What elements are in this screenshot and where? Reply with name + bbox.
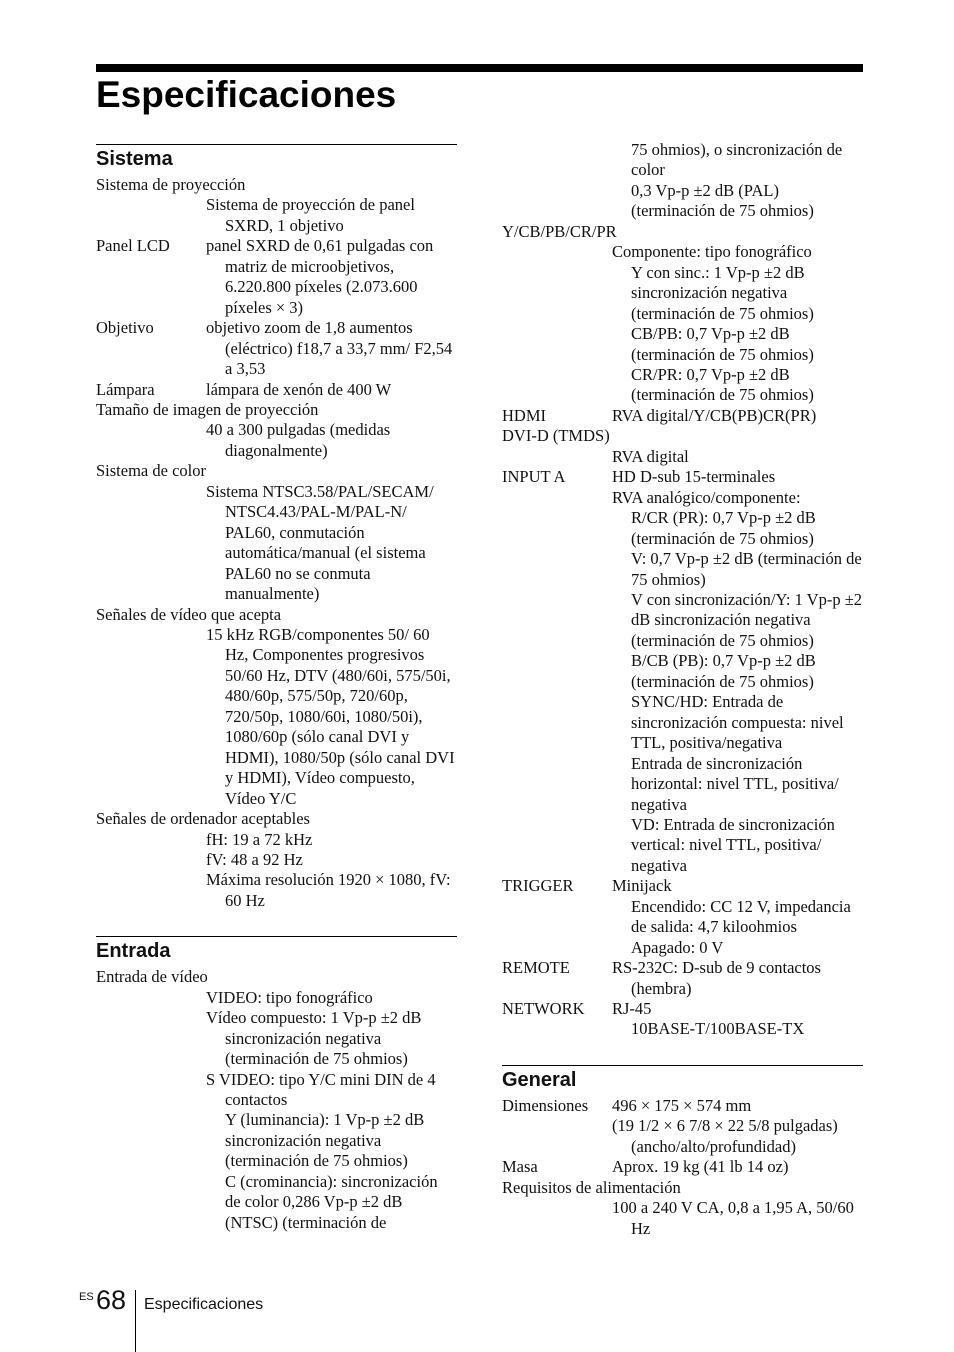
spec-value: CR/PR: 0,7 Vp-p ±2 dB (terminación de 75 ohmios) (631, 364, 814, 405)
spec-value: Máxima resolución 1920 × 1080, fV: 60 Hz (206, 870, 451, 910)
spec-line: Sistema de proyección (96, 175, 246, 194)
spec-value: V: 0,7 Vp-p ±2 dB (terminación de 75 ohmios) (631, 549, 862, 589)
spec-label: Panel LCD (96, 236, 170, 256)
spec-value: Componente: tipo fonográfico (612, 242, 812, 262)
spec-value: Encendido: CC 12 V, impedancia de salida: 4,7 kiloohmios (631, 896, 851, 937)
page-title: Especificaciones (96, 74, 397, 115)
entrada-heading: Entrada (96, 936, 457, 963)
spec-value: Sistema NTSC3.58/PAL/SECAM/ NTSC4.43/PAL-M/PAL-N/ PAL60, conmutación automática/manual (el sistema PAL60 no se conmuta manualmente) (206, 481, 434, 604)
spec-line: Señales de vídeo que acepta (96, 604, 282, 624)
spec-row-remote (502, 958, 863, 999)
spec-value: Y con sinc.: 1 Vp-p ±2 dB sincronización negativa (terminación de 75 ohmios) (631, 262, 814, 323)
spec-label: Dimensiones (502, 1095, 589, 1115)
spec-value: Entrada de sincronización horizontal: nivel TTL, positiva/ negativa (631, 753, 839, 814)
spec-value: (19 1/2 × 6 7/8 × 22 5/8 pulgadas) (ancho/alto/profundidad) (612, 1116, 838, 1156)
spec-value: Vídeo compuesto: 1 Vp-p ±2 dB sincronización negativa (terminación de 75 ohmios) (206, 1008, 422, 1069)
spec-value: lámpara de xenón de 400 W (206, 379, 392, 399)
spec-label: TRIGGER (502, 876, 574, 896)
spec-row-panel-lcd (96, 236, 457, 318)
spec-value: 10BASE-T/100BASE-TX (631, 1019, 805, 1039)
spec-value: R/CR (PR): 0,7 Vp-p ±2 dB (terminación de 75 ohmios) (631, 508, 816, 548)
right-column (502, 140, 863, 1239)
spec-value: SYNC/HD: Entrada de sincronización compuesta: nivel TTL, positiva/negativa (631, 692, 844, 753)
language-code: ES (79, 1291, 94, 1303)
spec-value: V con sincronización/Y: 1 Vp-p ±2 dB sincronización negativa (terminación de 75 ohmios) (631, 589, 863, 650)
spec-value: objetivo zoom de 1,8 aumentos (eléctrico) f18,7 a 33,7 mm/ F2,54 a 3,53 (206, 318, 453, 379)
spec-value: VD: Entrada de sincronización vertical: nivel TTL, positiva/ negativa (631, 814, 835, 875)
spec-line: Sistema de color (96, 461, 206, 481)
spec-value: 496 × 175 × 574 mm (612, 1095, 752, 1115)
spec-label: Objetivo (96, 318, 154, 338)
spec-value: fV: 48 a 92 Hz (206, 849, 303, 869)
spec-value: 100 a 240 V CA, 0,8 a 1,95 A, 50/60 Hz (612, 1198, 854, 1238)
spec-row-masa (502, 1157, 863, 1177)
spec-value: 40 a 300 pulgadas (medidas diagonalmente) (206, 420, 391, 460)
spec-value: fH: 19 a 72 kHz (206, 829, 313, 849)
spec-value: Y (luminancia): 1 Vp-p ±2 dB sincronización negativa (terminación de 75 ohmios) (225, 1110, 425, 1171)
general-heading: General (502, 1065, 863, 1092)
spec-value: B/CB (PB): 0,7 Vp-p ±2 dB (terminación de 75 ohmios) (631, 651, 816, 691)
spec-value: 75 ohmios), o sincronización de color (631, 140, 843, 180)
spec-value: Sistema de proyección de panel SXRD, 1 objetivo (206, 195, 415, 235)
spec-value: RJ-45 (612, 999, 652, 1019)
spec-label: DVI-D (TMDS) (502, 426, 610, 446)
spec-row-network (502, 999, 863, 1019)
spec-row-hdmi (502, 406, 863, 426)
page-footer (0, 1286, 954, 1352)
spec-value: Minijack (612, 876, 672, 896)
spec-value: RS-232C: D-sub de 9 contactos (hembra) (612, 958, 821, 998)
spec-label: NETWORK (502, 999, 585, 1019)
spec-value: RVA digital/Y/CB(PB)CR(PR) (612, 405, 817, 425)
spec-value: C (crominancia): sincronización de color 0,286 Vp-p ±2 dB (NTSC) (terminación de (225, 1171, 438, 1232)
spec-value: HD D-sub 15-terminales (612, 467, 776, 487)
spec-label: Y/CB/PB/CR/PR (502, 221, 617, 241)
title-rule (96, 64, 863, 72)
spec-line: Tamaño de imagen de proyección (96, 399, 319, 419)
spec-line: Requisitos de alimentación (502, 1177, 681, 1197)
spec-value: 15 kHz RGB/componentes 50/ 60 Hz, Componentes progresivos 50/60 Hz, DTV (480/60i, 575/50i, 480/60p, 575/50p, 720/60p, 720/50p, 1080/60i, 1080/50i), 1080/60p (sólo canal DVI y HDMI), 1080/50p (sólo canal DVI y HDMI), Vídeo compuesto, Vídeo Y/C (206, 624, 455, 808)
left-column (96, 144, 457, 1233)
footer-divider (135, 1290, 136, 1352)
spec-label: REMOTE (502, 958, 570, 978)
spec-value: RVA digital (612, 446, 689, 466)
spec-label: INPUT A (502, 467, 566, 487)
spec-line: Señales de ordenador aceptables (96, 809, 310, 829)
spec-value: Apagado: 0 V (631, 937, 724, 957)
running-title: Especificaciones (144, 1296, 264, 1313)
spec-value: Aprox. 19 kg (41 lb 14 oz) (612, 1157, 789, 1177)
spec-value: panel SXRD de 0,61 pulgadas con matriz de microobjetivos, 6.220.800 píxeles (2.073.600 píxeles × 3) (206, 236, 434, 317)
spec-value: S VIDEO: tipo Y/C mini DIN de 4 contactos (206, 1069, 436, 1110)
spec-value: 0,3 Vp-p ±2 dB (PAL) (terminación de 75 ohmios) (631, 180, 814, 221)
spec-line: Entrada de vídeo (96, 967, 208, 987)
spec-row-lampara (96, 380, 457, 400)
spec-row-trigger (502, 876, 863, 896)
spec-label: Lámpara (96, 379, 155, 399)
spec-row-objetivo (96, 318, 457, 379)
spec-label: HDMI (502, 405, 546, 425)
spec-label: Masa (502, 1157, 538, 1177)
spec-value: CB/PB: 0,7 Vp-p ±2 dB (terminación de 75 ohmios) (631, 324, 814, 364)
spec-row-dimensiones (502, 1096, 863, 1116)
spec-row-input-a (502, 467, 863, 487)
spec-value: VIDEO: tipo fonográfico (206, 987, 373, 1007)
page-number: 68 (96, 1285, 127, 1315)
sistema-heading: Sistema (96, 144, 457, 171)
spec-value: RVA analógico/componente: (612, 487, 801, 507)
